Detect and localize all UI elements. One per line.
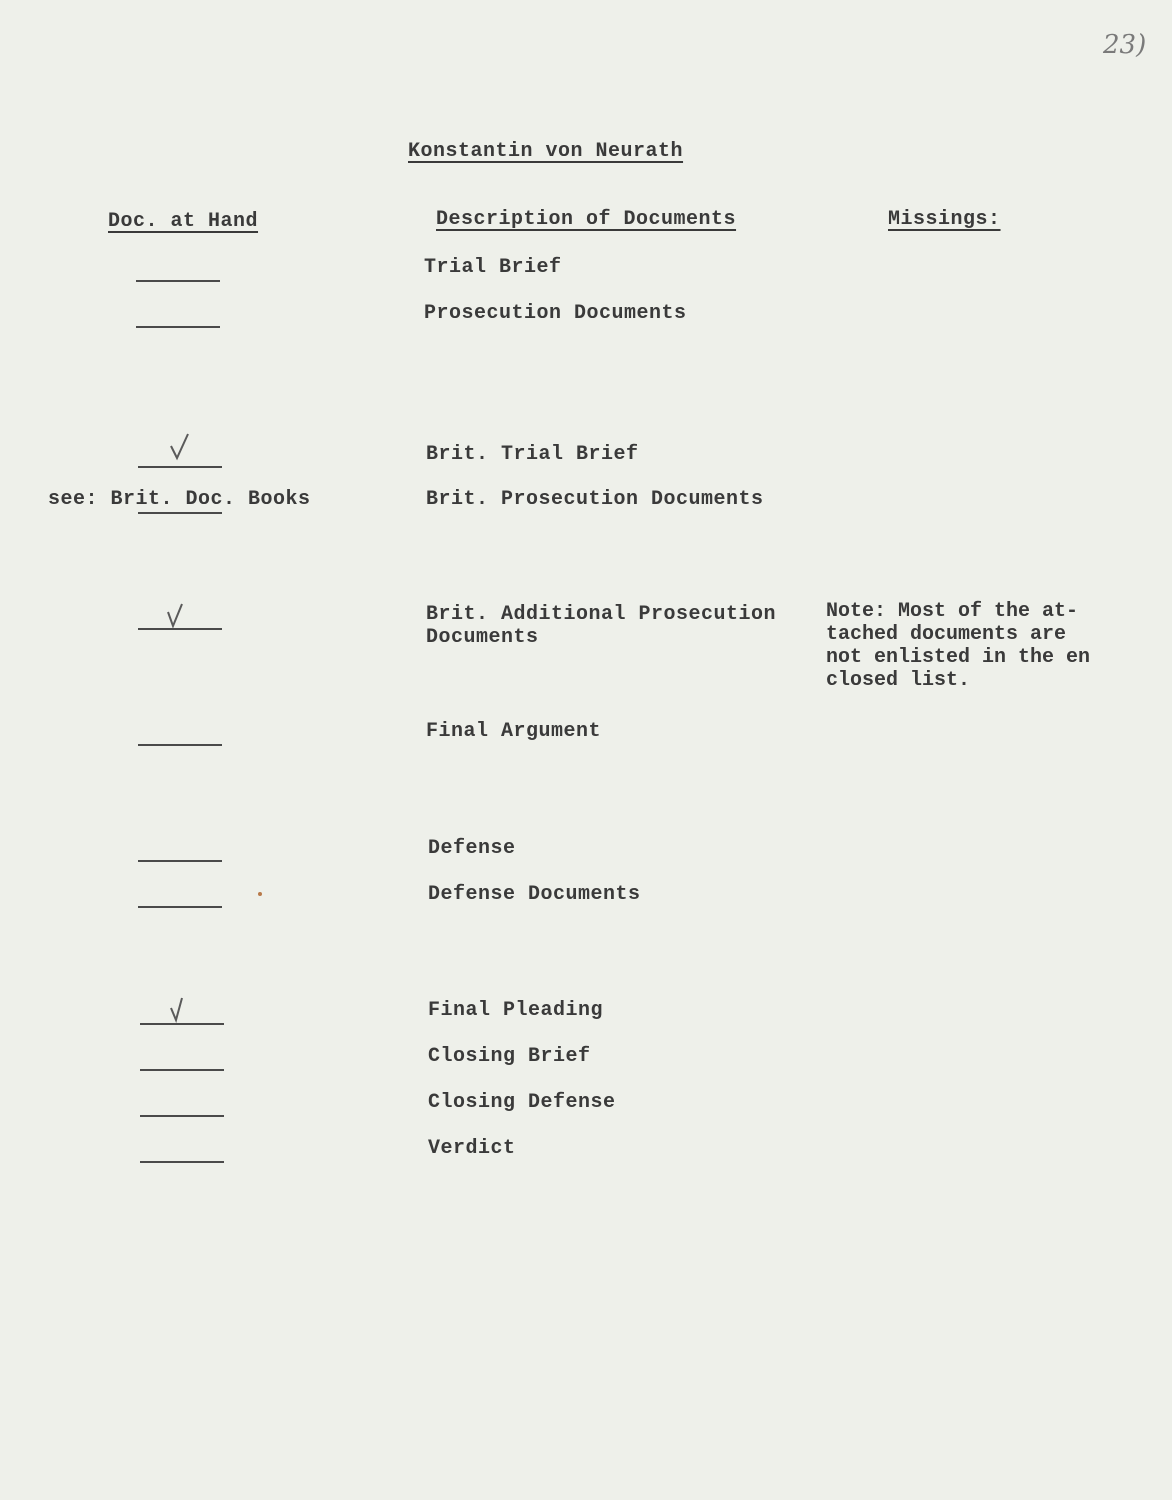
header-description: Description of Documents [436, 208, 737, 231]
doc-description: Trial Brief [424, 256, 562, 279]
at-hand-line [136, 280, 220, 282]
checkmark-icon [168, 432, 198, 462]
at-hand-note: see: Brit. Doc. Books [48, 488, 311, 511]
at-hand-line [140, 1069, 224, 1071]
note-line: not enlisted in the en [826, 646, 1091, 669]
doc-description: Closing Defense [428, 1091, 616, 1114]
paper-speck [258, 892, 262, 896]
checkmark-icon [168, 996, 198, 1026]
at-hand-line [140, 1115, 224, 1117]
at-hand-line [140, 1023, 224, 1025]
doc-description: Brit. Trial Brief [426, 443, 639, 466]
at-hand-line [138, 512, 222, 514]
doc-description: Brit. Additional Prosecution [426, 603, 777, 626]
note-line: closed list. [826, 669, 971, 692]
checkmark-icon [164, 600, 194, 630]
header-doc-at-hand: Doc. at Hand [108, 210, 259, 233]
missings-note [826, 600, 1090, 692]
header-missings: Missings: [888, 208, 1001, 231]
doc-description: Defense [428, 837, 516, 860]
at-hand-line [138, 906, 222, 908]
at-hand-line [138, 860, 222, 862]
doc-description-continued: Documents [426, 626, 539, 649]
note-line: tached documents are [826, 623, 1067, 646]
doc-description: Final Argument [426, 720, 602, 743]
at-hand-line [138, 466, 222, 468]
at-hand-line [136, 326, 220, 328]
note-line: Note: Most of the at- [826, 600, 1079, 623]
doc-description: Defense Documents [428, 883, 641, 906]
document-title: Konstantin von Neurath [408, 140, 684, 163]
doc-description: Brit. Prosecution Documents [426, 488, 764, 511]
doc-description: Closing Brief [428, 1045, 591, 1068]
at-hand-line [140, 1161, 224, 1163]
at-hand-line [138, 744, 222, 746]
doc-description: Prosecution Documents [424, 302, 687, 325]
doc-description: Verdict [428, 1137, 516, 1160]
page-number: 23) [1103, 30, 1147, 60]
doc-description: Final Pleading [428, 999, 604, 1022]
at-hand-line [138, 628, 222, 630]
